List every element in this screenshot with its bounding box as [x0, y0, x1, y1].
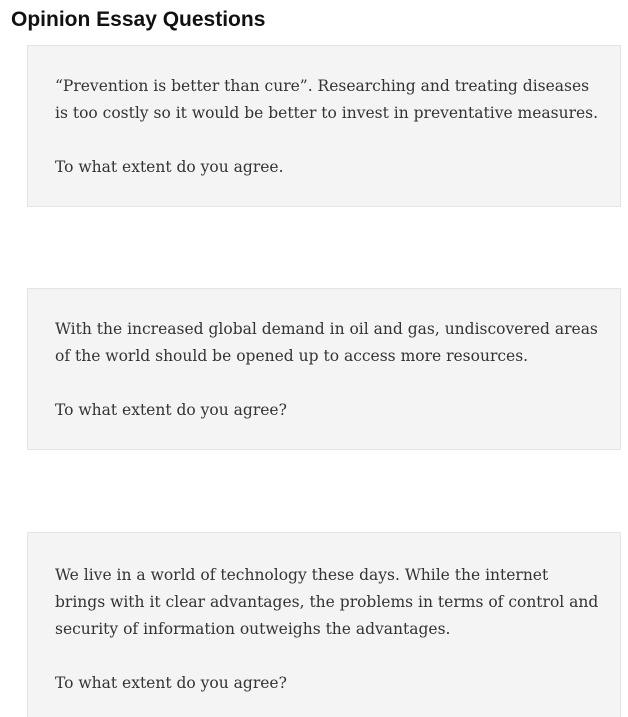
question-prompt: To what extent do you agree.	[55, 158, 284, 176]
question-statement: We live in a world of technology these days. While the internet brings with it clear advantages, the problems in terms of control and security of information outweighs the advantages.	[55, 566, 599, 638]
question-box-3	[27, 532, 621, 717]
question-box-1	[27, 45, 621, 207]
question-prompt: To what extent do you agree?	[55, 401, 287, 419]
question-prompt: To what extent do you agree?	[55, 674, 287, 692]
question-statement: “Prevention is better than cure”. Researching and treating diseases is too costly so it would be better to invest in preventative measures.	[55, 77, 599, 122]
question-statement: With the increased global demand in oil and gas, undiscovered areas of the world should be opened up to access more resources.	[55, 320, 598, 365]
page-heading: Opinion Essay Questions	[11, 8, 266, 31]
question-box-2	[27, 288, 621, 450]
